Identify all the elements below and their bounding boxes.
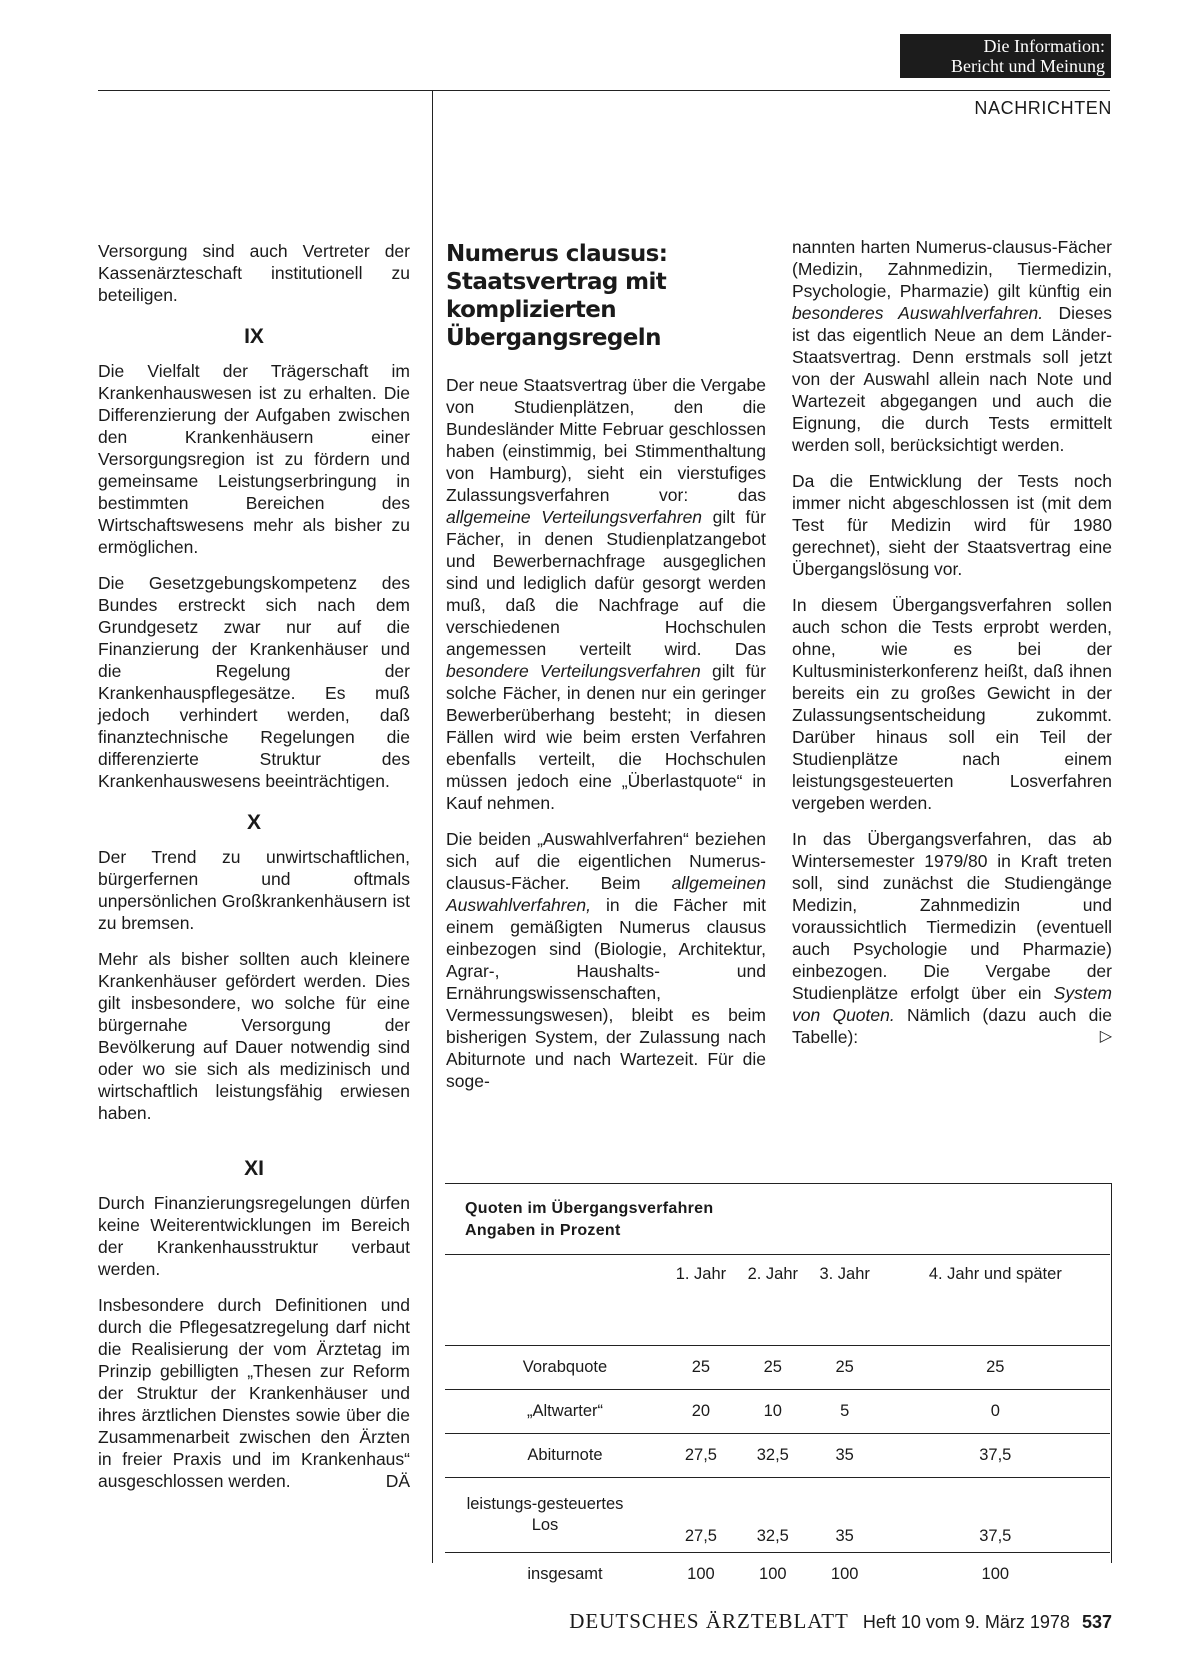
header-rule xyxy=(98,90,1110,91)
table-cell: 25 xyxy=(881,1346,1110,1390)
paragraph-text: Insbesondere durch Definitionen und durch die Pflegesatzregelung darf nicht die Realisierung der vom Ärztetag im Prinzip gebilligten „Thesen zur Reform der Struktur der Krankenhäuser und ihres ärztlichen Dienstes sowie über die Zusammenarbeit zwischen den Ärzten in freier Praxis und im Krankenhaus“ ausgeschlossen werden. xyxy=(98,1295,410,1491)
section-heading-ix: IX xyxy=(244,325,264,348)
column-middle xyxy=(446,240,766,1106)
table-cell: 0 xyxy=(881,1390,1110,1434)
section-badge xyxy=(900,34,1111,78)
headline-line: Übergangsregeln xyxy=(446,325,661,351)
table-cell: 32,5 xyxy=(737,1478,809,1553)
paragraph: Durch Finanzierungsregelungen dürfen keine Weiterentwicklungen im Bereich der Krankenhausstruktur verbaut werden. xyxy=(98,1193,410,1279)
text-run: Der neue Staatsvertrag über die Vergabe von Studienplätzen, den die Bundesländer Mitte Februar geschlossen haben (einstimmig, bei Stimmenthaltung von Hamburg), sieht ein vierstufiges Zulassungsverfahren vor: das xyxy=(446,375,766,505)
table-cell: 32,5 xyxy=(737,1434,809,1478)
text-run: Die beiden „Auswahlverfahren“ beziehen sich auf die eigentlichen Numerus-clausus-Fächer. Beim xyxy=(446,829,766,893)
table-row xyxy=(445,1478,1110,1553)
table-title-line: Quoten im Übergangsverfahren xyxy=(465,1200,714,1217)
table-cell: 35 xyxy=(809,1478,881,1553)
table-cell: 10 xyxy=(737,1390,809,1434)
paragraph: Da die Entwicklung der Tests noch immer nicht abgeschlossen ist (mit dem Test für Medizin wird für 1980 gerechnet), sieht der Staatsvertrag eine Übergangslösung vor. xyxy=(792,471,1112,579)
paragraph: Die Gesetzgebungskompetenz des Bundes erstreckt sich nach dem Grundgesetz zwar nur auf die Finanzierung der Krankenhäuser und die Regelung der Krankenhauspflegesätze. Es muß jedoch verhindert werden, daß finanztechnische Regelungen die differenzierte Struktur des Krankenhauswesens beeinträchtigen. xyxy=(98,573,410,791)
emphasis: allgemeinen Auswahlverfahren, xyxy=(446,873,766,915)
paragraph: In diesem Übergangsverfahren sollen auch schon die Tests erprobt werden, ohne, wie es bei der Kultusministerkonferenz heißt, daß ihnen bereits ein zu großes Gewicht in der Zulassungsentscheidung zukommt. Darüber hinaus soll ein Teil der Studienplätze nach einem leistungsgesteuerten Losverfahren vergeben werden. xyxy=(792,595,1112,813)
row-label: leistungs-gesteuertes Los xyxy=(445,1478,665,1553)
table-row xyxy=(445,1434,1110,1478)
table-subtitle-line: Angaben in Prozent xyxy=(465,1222,621,1239)
signature: DÄ xyxy=(385,1471,410,1491)
table-cell: 20 xyxy=(665,1390,737,1434)
continue-arrow-icon: ▷ xyxy=(1099,1028,1112,1045)
table-cell: 37,5 xyxy=(881,1434,1110,1478)
magazine-name: DEUTSCHES ÄRZTEBLATT xyxy=(569,1609,849,1633)
table-cell: 25 xyxy=(665,1346,737,1390)
row-label: Abiturnote xyxy=(445,1434,665,1478)
text-run: Nämlich (dazu auch die Tabelle): xyxy=(792,1005,1112,1047)
table-cell: 100 xyxy=(881,1553,1110,1597)
table-header-cell: 3. Jahr xyxy=(809,1255,881,1346)
table-cell: 35 xyxy=(809,1434,881,1478)
table-header-cell: 1. Jahr xyxy=(665,1255,737,1346)
table-header-empty xyxy=(445,1255,665,1346)
paragraph: Die Vielfalt der Trägerschaft im Krankenhauswesen ist zu erhalten. Die Differenzierung der Aufgaben zwischen den Krankenhäusern einer Versorgungsregion ist zu fördern und gemeinsame Leistungserbringung in bestimmten Bereichen des Wirtschaftswesens mehr als bisher zu ermöglichen. xyxy=(98,361,410,557)
paragraph xyxy=(792,236,1112,456)
table-header-cell: 2. Jahr xyxy=(737,1255,809,1346)
table-header-cell: 4. Jahr und später xyxy=(881,1255,1110,1346)
headline-line: Numerus clausus: xyxy=(446,241,668,267)
paragraph: Mehr als bisher sollten auch kleinere Krankenhäuser gefördert werden. Dies gilt insbesondere, wo solche für eine bürgernahe Versorgung der Bevölkerung auf Dauer notwendig sind oder wo sie sich als medizinisch und wirtschaftlich leistungsfähig erwiesen haben. xyxy=(98,949,410,1123)
row-label: Vorabquote xyxy=(445,1346,665,1390)
emphasis: System von Quoten. xyxy=(792,983,1112,1025)
paragraph xyxy=(446,828,766,1092)
table-header-row xyxy=(445,1255,1110,1346)
headline-line: komplizierten xyxy=(446,297,617,323)
quota-grid xyxy=(445,1254,1110,1596)
table-title xyxy=(465,1198,713,1242)
paragraph xyxy=(446,374,766,814)
page-footer xyxy=(480,1609,1112,1634)
paragraph xyxy=(98,1294,410,1492)
table-cell: 27,5 xyxy=(665,1434,737,1478)
emphasis: besondere Verteilungsverfahren xyxy=(446,661,701,681)
section-heading-x: X xyxy=(246,811,261,834)
paragraph: Versorgung sind auch Vertreter der Kassenärzteschaft institutionell zu beteiligen. xyxy=(98,241,410,305)
section-label: NACHRICHTEN xyxy=(974,98,1112,118)
table-cell: 100 xyxy=(809,1553,881,1597)
text-run: Dieses ist das eigentlich Neue an dem Länder-Staatsvertrag. Denn erstmals soll jetzt von der Auswahl allein nach Note und Wartezeit abgegangen und auch die Eignung, die durch Tests ermittelt werden soll, berücksichtigt werden. xyxy=(792,303,1112,455)
table-cell: 25 xyxy=(809,1346,881,1390)
paragraph xyxy=(792,828,1112,1048)
text-run: In das Übergangsverfahren, das ab Wintersemester 1979/80 in Kraft treten soll, sind zunächst die Studiengänge Medizin, Zahnmedizin und voraussichtlich Tiermedizin (eventuell auch Psychologie und Pharmazie) einbezogen. Die Vergabe der Studienplätze erfolgt über ein xyxy=(792,829,1112,1003)
headline-line: Staatsvertrag mit xyxy=(446,269,667,295)
text-run: in die Fächer mit einem gemäßigten Numerus clausus einbezogen sind (Biologie, Architektur, Agrar-, Haushalts- und Ernährungswissenschaften, Vermessungswesen), bleibt es beim bisherigen System, der Zulassung nach Abiturnote und nach Wartezeit. Für die soge- xyxy=(446,895,766,1091)
table-row xyxy=(445,1390,1110,1434)
text-run: nannten harten Numerus-clausus-Fächer (Medizin, Zahnmedizin, Tiermedizin, Psychologie, Pharmazie) gilt künftig ein xyxy=(792,237,1112,301)
table-row xyxy=(445,1346,1110,1390)
table-cell: 37,5 xyxy=(881,1478,1110,1553)
table-cell: 100 xyxy=(665,1553,737,1597)
text-run: gilt für solche Fächer, in denen nur ein geringer Bewerberüberhang besteht; in diesen Fällen wird wie beim ersten Verfahren ebenfalls verteilt, die Hochschulen müssen jedoch eine „Überlastquote“ in Kauf nehmen. xyxy=(446,661,766,813)
table-cell: 25 xyxy=(737,1346,809,1390)
text-run: gilt für Fächer, in denen Studienplatzangebot und Bewerbernachfrage ausgeglichen sind und lediglich dafür gesorgt werden muß, daß die Nachfrage auf die verschiedenen Hochschulen angemessen verteilt wird. Das xyxy=(446,507,766,659)
column-right xyxy=(792,236,1112,1062)
badge-line-1: Die Information: xyxy=(983,36,1105,56)
section-heading-xi: XI xyxy=(244,1157,264,1180)
page-number: 537 xyxy=(1081,1612,1112,1632)
quota-table xyxy=(445,1183,1112,1583)
row-label: insgesamt xyxy=(445,1553,665,1597)
row-label: „Altwarter“ xyxy=(445,1390,665,1434)
table-cell: 27,5 xyxy=(665,1478,737,1553)
table-cell: 5 xyxy=(809,1390,881,1434)
badge-line-2: Bericht und Meinung xyxy=(951,56,1105,76)
emphasis: besonderes Auswahlverfahren. xyxy=(792,303,1044,323)
column-divider xyxy=(432,91,433,1563)
table-cell: 100 xyxy=(737,1553,809,1597)
issue-info: Heft 10 vom 9. März 1978 xyxy=(862,1612,1070,1632)
column-left xyxy=(98,240,410,1506)
table-row xyxy=(445,1553,1110,1597)
article-headline xyxy=(446,240,766,352)
paragraph: Der Trend zu unwirtschaftlichen, bürgerfernen und oftmals unpersönlichen Großkrankenhäusern ist zu bremsen. xyxy=(98,847,410,933)
emphasis: allgemeine Verteilungsverfahren xyxy=(446,507,703,527)
